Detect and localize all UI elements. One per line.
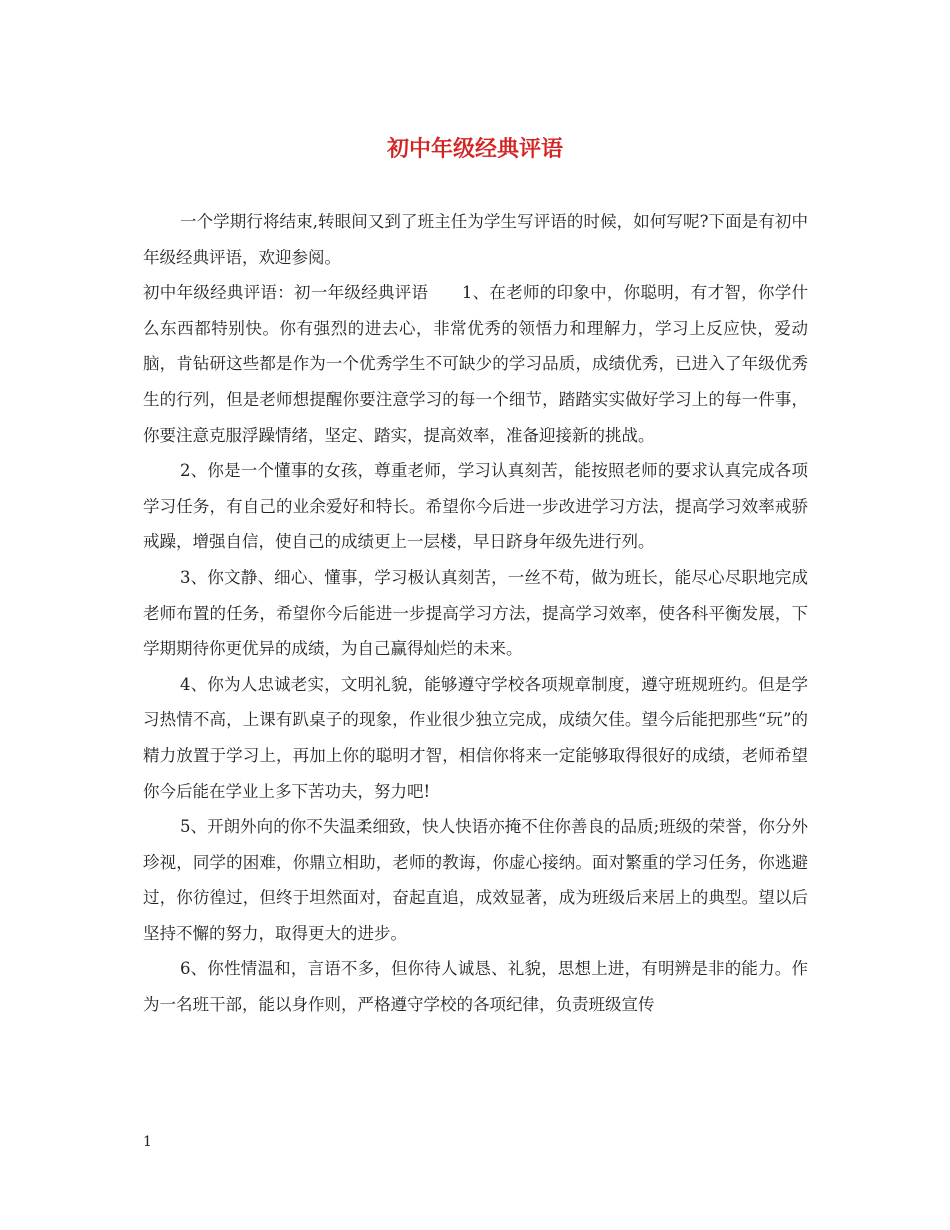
page-number: 1	[143, 1134, 152, 1150]
comment-paragraph-6: 6、你性情温和，言语不多，但你待人诚恳、礼貌，思想上进，有明辨是非的能力。作为一名班干部，能以身作则，严格遵守学校的各项纪律，负责班级宣传	[143, 959, 808, 1015]
comment-paragraph-4: 4、你为人忠诚老实，文明礼貌，能够遵守学校各项规章制度，遵守班规班约。但是学习热情不高，上课有趴桌子的现象，作业很少独立完成，成绩欠佳。望今后能把那些“玩”的精力放置于学习上，再加上你的聪明才智，相信你将来一定能够取得很好的成绩，老师希望你今后能在学业上多下苦功夫，努力吧!	[143, 674, 808, 801]
document-title: 初中年级经典评语	[386, 136, 563, 162]
comment-paragraph-2: 2、你是一个懂事的女孩，尊重老师，学习认真刻苦，能按照老师的要求认真完成各项学习任务，有自己的业余爱好和特长。希望你今后进一步改进学习方法，提高学习效率戒骄戒躁，增强自信，使自己的成绩更上一层楼，早日跻身年级先进行列。	[143, 461, 808, 552]
comment-paragraph-3: 3、你文静、细心、懂事，学习极认真刻苦，一丝不苟，做为班长，能尽心尽职地完成老师布置的任务，希望你今后能进一步提高学习方法，提高学习效率，使各科平衡发展，下学期期待你更优异的成绩，为自己赢得灿烂的未来。	[143, 567, 808, 659]
document-body	[143, 204, 808, 1023]
comment-paragraph-5: 5、开朗外向的你不失温柔细致，快人快语亦掩不住你善良的品质;班级的荣誉，你分外珍视，同学的困难，你鼎立相助，老师的教诲，你虚心接纳。面对繁重的学习任务，你逃避过，你彷徨过，但终于坦然面对，奋起直追，成效显著，成为班级后来居上的典型。望以后坚持不懈的努力，取得更大的进步。	[143, 817, 808, 943]
comment-paragraph-1: 初中年级经典评语：初一年级经典评语 1、在老师的印象中，你聪明，有才智，你学什么东西都特别快。你有强烈的进去心，非常优秀的领悟力和理解力，学习上反应快，爱动脑，肯钻研这些都是作为一个优秀学生不可缺少的学习品质，成绩优秀，已进入了年级优秀生的行列，但是老师想提醒你要注意学习的每一个细节，踏踏实实做好学习上的每一件事，你要注意克服浮躁情绪，坚定、踏实，提高效率，准备迎接新的挑战。	[143, 283, 808, 445]
intro-paragraph: 一个学期行将结束,转眼间又到了班主任为学生写评语的时候，如何写呢?下面是有初中年级经典评语，欢迎参阅。	[143, 212, 808, 267]
